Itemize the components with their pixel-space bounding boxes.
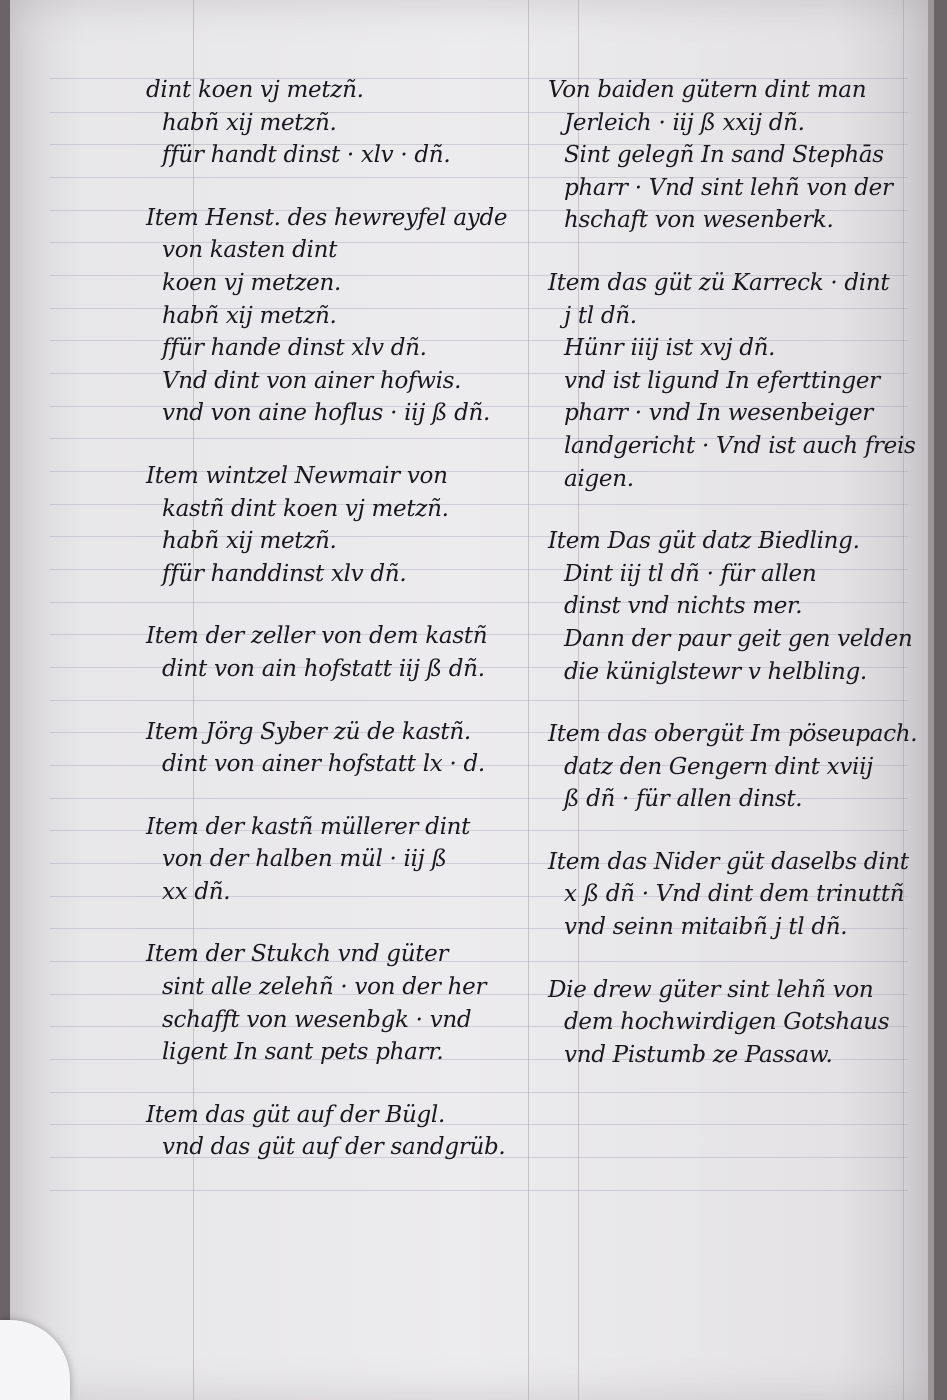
text-line: habñ xij metzñ. <box>162 302 337 329</box>
text-line: Jerleich · iij ß xxij dñ. <box>564 109 805 136</box>
text-line: x ß dñ · Vnd dint dem trinuttñ <box>564 881 905 908</box>
text-line: Item das Nider güt daselbs dint <box>548 848 909 875</box>
text-line: kastñ dint koen vj metzñ. <box>162 495 449 522</box>
text-line: Sint gelegñ In sand Stephās <box>564 142 884 169</box>
text-line: aigen. <box>564 465 634 492</box>
text-line: dint von ainer hofstatt lx · d. <box>162 751 485 778</box>
text-line: Item Henst. des hewreyfel ayde <box>146 204 508 231</box>
text-line: Von baiden gütern dint man <box>548 77 867 103</box>
text-line: Item der Stukch vnd güter <box>146 941 449 968</box>
text-line: Die drew güter sint lehñ von <box>548 976 874 1003</box>
text-line: xx dñ. <box>162 878 231 905</box>
text-line: Item das güt zü Karreck · dint <box>548 269 890 296</box>
text-line: Dint iij tl dñ · für allen <box>564 560 817 587</box>
text-line: ffür hande dinst xlv dñ. <box>162 335 427 362</box>
text-line: dint koen vj metzñ. <box>146 77 364 103</box>
text-line: vnd von aine hoflus · iij ß dñ. <box>162 400 491 427</box>
text-line: Hünr iiij ist xvj dñ. <box>564 335 776 362</box>
right-text-column <box>548 74 918 1101</box>
text-line: hschaft von wesenberk. <box>564 207 834 234</box>
text-line: Item der zeller von dem kastñ <box>146 623 488 650</box>
text-line: dint von ain hofstatt iij ß dñ. <box>162 655 485 682</box>
text-line: schafft von wesenbgk · vnd <box>162 1006 472 1033</box>
text-entry <box>548 974 909 1072</box>
text-entry <box>548 525 913 688</box>
text-entry <box>146 716 557 781</box>
text-line: dinst vnd nichts mer. <box>564 593 803 620</box>
text-line: vnd ist ligund In eferttinger <box>564 367 880 394</box>
text-entry <box>146 74 557 172</box>
text-entry <box>146 811 557 909</box>
text-line: von der halben mül · iij ß <box>162 846 447 873</box>
text-line: Item das obergüt Im pöseupach. <box>548 721 918 748</box>
text-line: Item Das güt datz Biedling. <box>548 528 860 555</box>
text-line: die küniglstewr v helbling. <box>564 658 867 685</box>
text-line: vnd seinn mitaibñ j tl dñ. <box>564 914 848 941</box>
text-entry <box>146 460 557 590</box>
text-line: landgericht · Vnd ist auch freis <box>564 432 916 459</box>
text-line: Item wintzel Newmair von <box>146 462 448 489</box>
text-line: von kasten dint <box>162 237 338 264</box>
text-line: Item das güt auf der Bügl. <box>146 1101 445 1128</box>
text-line: ffür handt dinst · xlv · dñ. <box>162 142 451 169</box>
text-line: ligent In sant pets pharr. <box>162 1039 444 1066</box>
text-entry <box>548 74 909 237</box>
text-entry <box>548 846 909 944</box>
text-line: koen vj metzen. <box>162 269 341 296</box>
text-line: pharr · vnd In wesenbeiger <box>564 400 873 427</box>
text-line: vnd Pistumb ze Passaw. <box>564 1041 833 1068</box>
text-line: Item der kastñ müllerer dint <box>146 813 471 840</box>
text-entry <box>146 1099 557 1164</box>
text-line: habñ xij metzñ. <box>162 109 337 136</box>
text-line: j tl dñ. <box>564 302 637 329</box>
left-text-column <box>146 74 557 1194</box>
text-entry <box>548 718 918 816</box>
text-line: Vnd dint von ainer hofwis. <box>162 367 462 394</box>
text-line: ffür handdinst xlv dñ. <box>162 560 407 587</box>
text-entry <box>548 267 916 495</box>
text-line: sint alle zelehñ · von der her <box>162 974 487 1001</box>
text-line: habñ xij metzñ. <box>162 528 337 555</box>
text-line: datz den Gengern dint xviij <box>564 753 873 780</box>
text-line: ß dñ · für allen dinst. <box>564 786 803 813</box>
text-line: Item Jörg Syber zü de kastñ. <box>146 718 471 745</box>
text-line: dem hochwirdigen Gotshaus <box>564 1009 890 1036</box>
text-line: Dann der paur geit gen velden <box>564 625 913 652</box>
text-entry <box>146 202 557 430</box>
text-line: vnd das güt auf der sandgrüb. <box>162 1134 506 1161</box>
text-entry <box>146 620 557 685</box>
text-line: pharr · Vnd sint lehñ von der <box>564 174 893 201</box>
text-entry <box>146 938 557 1068</box>
